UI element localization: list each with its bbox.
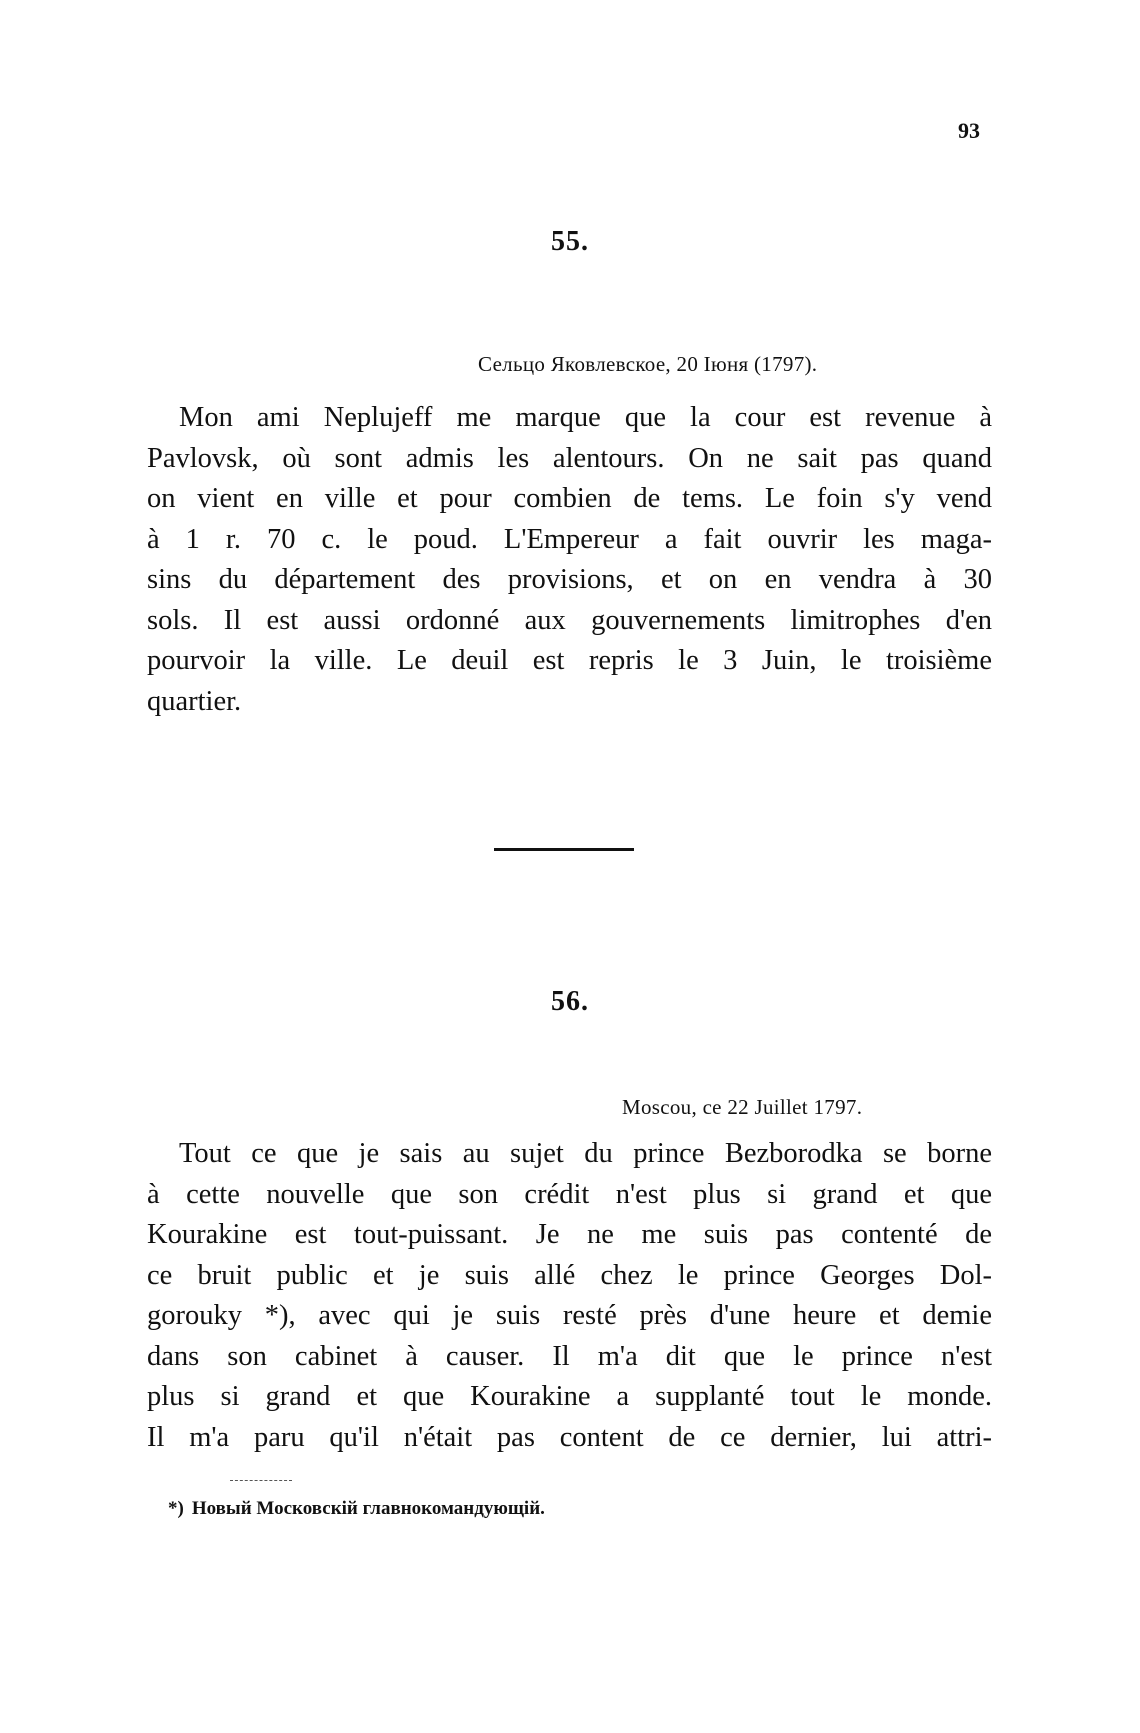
text-line: Mon ami Neplujeff me marque que la cour est revenue à [179, 402, 992, 433]
text-line: quartier. [147, 685, 242, 717]
text-line: dans son cabinet à causer. Il m'a dit que le prince n'est [147, 1340, 992, 1372]
text-line: à cette nouvelle que son crédit n'est plus si grand et que [147, 1178, 992, 1210]
footnote-text: Новый Московскій главнокомандующій. [191, 1498, 545, 1519]
text-line: sols. Il est aussi ordonné aux gouvernements limitrophes d'en [147, 604, 992, 636]
letter-dateline: Сельцо Яковлевское, 20 Іюня (1797). [478, 352, 818, 376]
footnote-mark: *) [168, 1498, 184, 1519]
section-divider [494, 848, 634, 851]
text-line: on vient en ville et pour combien de tems. Le foin s'y vend [147, 483, 992, 514]
letter-body [147, 1134, 992, 1458]
text-line: Kourakine est tout-puissant. Je ne me suis pas contenté de [147, 1219, 992, 1250]
page-number: 93 [958, 118, 980, 143]
text-line: gorouky *), avec qui je suis resté près d'une heure et demie [147, 1300, 992, 1331]
text-line: Pavlovsk, où sont admis les alentours. On ne sait pas quand [147, 442, 992, 474]
text-line: à 1 r. 70 c. le poud. L'Empereur a fait ouvrir les maga- [147, 523, 992, 555]
text-line: ce bruit public et je suis allé chez le prince Georges Dol- [147, 1259, 992, 1291]
letter-number: 55. [551, 226, 589, 257]
text-line: pourvoir la ville. Le deuil est repris le 3 Juin, le troisième [147, 645, 992, 676]
letter-dateline: Moscou, ce 22 Juillet 1797. [622, 1095, 863, 1119]
text-line: plus si grand et que Kourakine a supplanté tout le monde. [147, 1381, 992, 1412]
footnote [168, 1498, 545, 1520]
text-line: sins du département des provisions, et on en vendra à 30 [147, 564, 992, 595]
footnote-divider [230, 1480, 292, 1481]
letter-number: 56. [551, 986, 589, 1017]
letter-body [147, 398, 992, 722]
text-line: Il m'a paru qu'il n'était pas content de ce dernier, lui attri- [147, 1421, 992, 1453]
text-line: Tout ce que je sais au sujet du prince Bezborodka se borne [179, 1138, 992, 1169]
